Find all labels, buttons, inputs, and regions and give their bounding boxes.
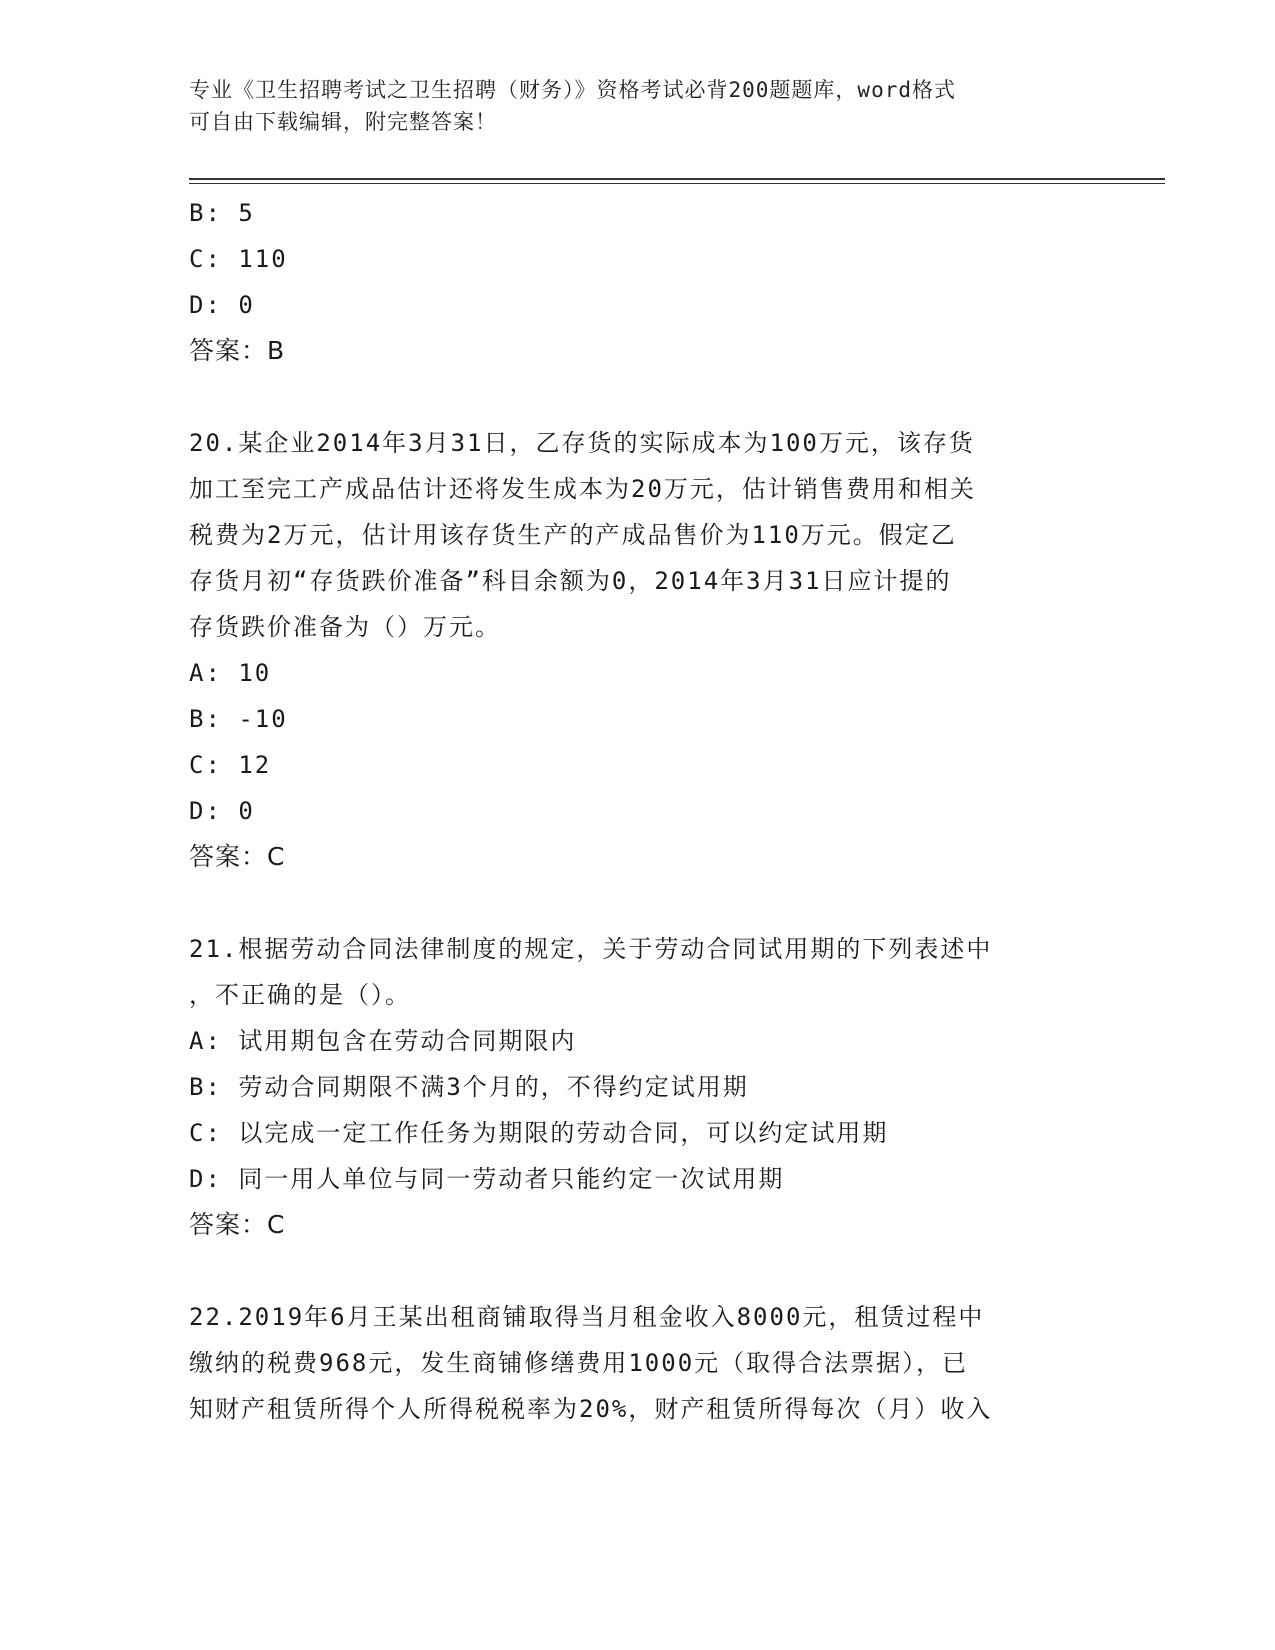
question-line: 存货月初“存货跌价准备”科目余额为0，2014年3月31日应计提的 <box>189 567 952 595</box>
option-a: A: 试用期包含在劳动合同期限内 <box>189 1027 577 1055</box>
header-divider-thick <box>189 178 1165 180</box>
question-text <box>189 420 1089 650</box>
option-c: C: 以完成一定工作任务为期限的劳动合同，可以约定试用期 <box>189 1119 889 1147</box>
option-d: D: 0 <box>189 797 255 825</box>
question-line: 21.根据劳动合同法律制度的规定，关于劳动合同试用期的下列表述中 <box>189 935 993 963</box>
answer: 答案：B <box>189 336 286 365</box>
document-header <box>189 74 1089 138</box>
option-b: B: 5 <box>189 199 255 227</box>
question-text <box>189 1294 1089 1432</box>
question-line: 税费为2万元，估计用该存货生产的产成品售价为110万元。假定乙 <box>189 521 957 549</box>
answer: 答案：C <box>189 842 286 871</box>
question-line: 缴纳的税费968元，发生商铺修缮费用1000元（取得合法票据），已 <box>189 1349 969 1377</box>
option-c: C: 110 <box>189 245 288 273</box>
option-c: C: 12 <box>189 751 272 779</box>
question-22 <box>189 1294 1089 1432</box>
question-line: 知财产租赁所得个人所得税税率为20%，财产租赁所得每次（月）收入 <box>189 1395 993 1423</box>
question-21 <box>189 926 1089 1248</box>
question-20 <box>189 420 1089 880</box>
question-19-tail <box>189 190 1089 374</box>
option-d: D: 0 <box>189 291 255 319</box>
question-text <box>189 926 1089 1018</box>
option-b: B: -10 <box>189 705 288 733</box>
question-line: 20.某企业2014年3月31日，乙存货的实际成本为100万元，该存货 <box>189 429 975 457</box>
option-d: D: 同一用人单位与同一劳动者只能约定一次试用期 <box>189 1165 785 1193</box>
question-line: 加工至完工产成品估计还将发生成本为20万元，估计销售费用和相关 <box>189 475 976 503</box>
question-line: 22.2019年6月王某出租商铺取得当月租金收入8000元，租赁过程中 <box>189 1303 985 1331</box>
question-line: 存货跌价准备为（）万元。 <box>189 613 501 641</box>
option-b: B: 劳动合同期限不满3个月的，不得约定试用期 <box>189 1073 749 1101</box>
option-a: A: 10 <box>189 659 272 687</box>
header-line-1: 专业《卫生招聘考试之卫生招聘（财务）》资格考试必背200题题库，word格式 <box>189 78 956 102</box>
header-line-2: 可自由下载编辑，附完整答案！ <box>189 110 497 134</box>
header-divider-thin <box>189 183 1165 184</box>
question-line: ，不正确的是（）。 <box>189 981 411 1009</box>
answer: 答案：C <box>189 1210 286 1239</box>
document-body <box>189 190 1089 1432</box>
